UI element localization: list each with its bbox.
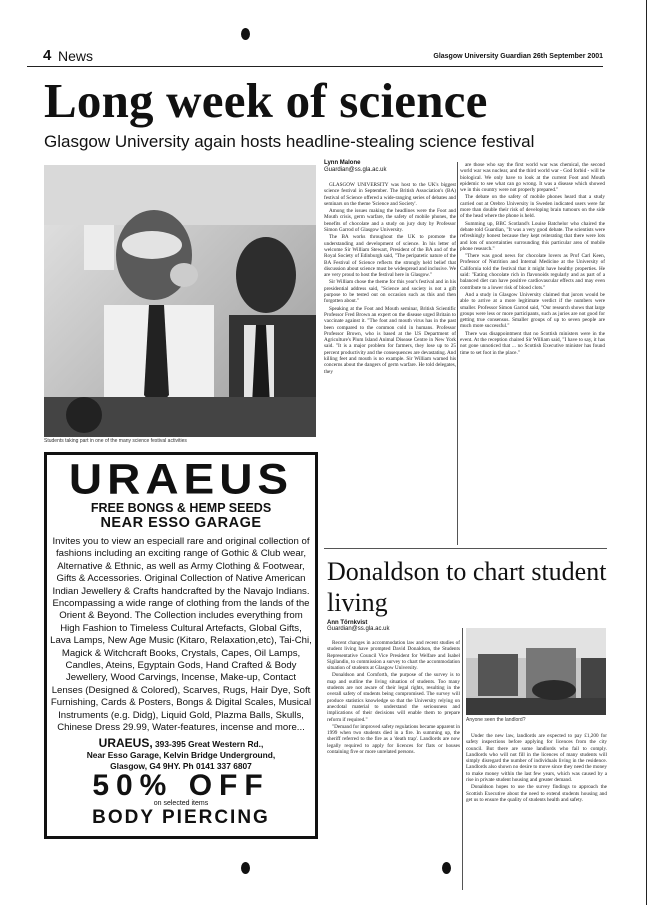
story2-headline: Donaldson to chart student living: [327, 557, 607, 617]
ad-address: [47, 735, 315, 772]
article-paragraph: Sir William chose the theme for this year's festival and in his presidential address said, "Science and society is not a gift purpose to be tested out on occasion such as this and then forgotten about.": [324, 279, 456, 305]
story2-byline-name: Ann Törnkvist: [327, 620, 368, 626]
article-paragraph: are those who say the first world war was chemical, the second world war was nuclear, and the third world war - God forbid - will be biological. We only have to look at the current Foot and Mouth epidemic to see what can go wrong. It was a disease which showed we in this country were not properly prepared.": [460, 162, 605, 194]
page-headline: Long week of science: [44, 73, 488, 128]
section-divider: [324, 548, 607, 549]
article-paragraph: Speaking at the Foot and Mouth seminar, British Scientific Professor Fred Brown an expert on the disease urged Britain to vaccinate against it. "The foot and mouth virus has in the past been compared to the common cold in humans. Professor Professor Brown, who is based at the US Department of Agriculture's Plum Island Animal Disease Centre in New York said. "It is a major problem for farmers, they lose up to 25 percent productivity and the consequences are devastating. And killing feet and mouth is no example. Sir William warned his concerns about the dangers of germ warfare. He told delegates, they: [324, 305, 456, 375]
publication-line: Glasgow University Guardian 26th September 2001: [433, 53, 603, 60]
photo-illustration: [44, 165, 316, 437]
article-column-1: [324, 182, 456, 552]
ad-tagline: BODY PIERCING: [92, 806, 270, 828]
ad-address-name: URAEUS,: [98, 735, 153, 750]
punch-hole-top: [241, 28, 250, 40]
ad-address-line-2: Near Esso Garage, Kelvin Bridge Underground,: [86, 749, 276, 760]
story2-byline: [327, 620, 389, 632]
byline: [324, 160, 386, 173]
ad-offer: 50% OFF: [92, 768, 270, 802]
ad-offer-note: on selected items: [153, 799, 209, 807]
story2-column-1: [327, 640, 460, 890]
article-column-2: [460, 162, 605, 537]
story2-paragraph: Recent changes in accommodation law and recent studies of student living have prompted David Donaldson, the Students Representative Council Vice President for Welfare and Isabel Sigilandin, to commission a survey to chart the accommodation situation of students at Glasgow University.: [327, 640, 460, 672]
page-edge: [646, 0, 647, 905]
story2-byline-email: Guardian@ss.gla.ac.uk: [327, 626, 390, 632]
byline-name: Lynn Malone: [324, 160, 361, 166]
story2-photo-caption: Anyone seen the landlord?: [466, 717, 526, 723]
column-rule: [457, 162, 458, 545]
photo-caption: Students taking part in one of the many science festival activities: [44, 438, 187, 444]
ad-address-line-3: Glasgow, G4 9HY. Ph 0141 337 6807: [110, 760, 252, 771]
science-photo: [44, 165, 316, 437]
story2-paragraph: Donaldson hopes to use the survey findings to approach the Scottish Executive about the need to extend students housing and get us to ensure the quality of students health and safety.: [466, 784, 607, 803]
article-paragraph: GLASGOW UNIVERSITY was host to the UK's biggest science festival in September. The British Association's (BA) festival of Science offered a wide-ranging series of debates and seminars on the theme 'Science and Society'.: [324, 182, 456, 207]
article-paragraph: "There was good news for chocolate lovers as Prof Carl Keen, Professor of Nutrition and Internal Medicine at the University of California told the festival that it might have healthy properties. He said: "Eating chocolate rich in flavonoids regularly and as part of a balanced diet can have positive cardiovascular effects and may even contribute to a lower risk of blood clots.": [460, 253, 605, 291]
story2-photo: [466, 628, 606, 715]
punch-hole-bottom-left: [241, 862, 250, 874]
article-paragraph: And a study in Glasgow University claimed that jurors would be able to arrive at a more legitimate verdict if the numbers were smaller. Professor Simon Garrod said, "Our research shows that large groups were less or more participants, such as juries are not good for getting true consensus. Smaller groups of up to seven people are much more successful.": [460, 291, 605, 330]
ad-title: URAEUS: [68, 455, 294, 503]
uraeus-advert: [44, 452, 318, 839]
article-paragraph: There was disappointment that no Scottish ministers were in the event. At the reception chaired Sir William said, "I have to say, it has not gone unnoticed that ... no Scottish Executive minister has found time to set foot in the place.": [460, 330, 605, 356]
story2-column-2: [466, 733, 607, 890]
article-paragraph: Summing up, BBC Scotland's Louise Batchelor who chaired the debate told Guardian, "It was a very good debate. The scientists were refreshingly honest because they kept reiterating that there were lots and lots of uncertainties surrounding this particular area of mobile phone research.": [460, 220, 605, 252]
story2-paragraph: Donaldson and Cornforth, the purpose of the survey is to map and outline the living situation of students. Too many students are not aware of their legal rights, resulting in the overall safety of students being compromised. The survey will produce statistics knowledge so that the University relying on anecdotal material to understand the seriousness and implications of their decisions will enable them to prepare reform if required.": [327, 672, 460, 723]
sub-headline: Glasgow University again hosts headline-stealing science festival: [44, 132, 535, 151]
section-label: News: [58, 48, 94, 64]
story2-photo-illustration: [466, 628, 606, 715]
ad-address-line-1: 393-395 Great Western Rd.,: [155, 738, 264, 749]
column-rule-2: [462, 628, 463, 890]
article-paragraph: Among the issues making the headlines were the Foot and Mouth crisis, germ warfare, the safety of mobile phones, the benefits of chocolate and a study on jury duty by Professor Simon Garrod of Glasgow University.: [324, 208, 456, 234]
byline-email: Guardian@ss.gla.ac.uk: [324, 167, 387, 173]
article-paragraph: The debate on the safety of mobile phones heard that a study carried out at Orebro University in Sweden indicated users were far more than double their risk of developing brain tumours on the side of the head where the phone is held.: [460, 194, 605, 220]
page-number: 4: [43, 47, 52, 64]
article-paragraph: The BA works throughout the UK to promote the understanding and development of science. In his letter of welcome Sir William Stewart, President of the BA and of the Royal Society of Edinburgh said, "The peripatetic nature of the BA Festival of Science reflects the strongly held belief that discussion about science must be widespread and inclusive. We are very proud to host the festival here in Glasgow.": [324, 234, 456, 279]
story2-paragraph: "Demand for improved safety regulations became apparent in 1999 when two students died in a fire. In summing up, the sheriff referred to the fire as a 'death trap'. Landlords are now legally required to apply for licences for flats or houses containing five or more unrelated persons.: [327, 723, 460, 756]
ad-line-2: NEAR ESSO GARAGE: [100, 515, 262, 531]
page-header: [27, 46, 603, 67]
ad-body: Invites you to view an especiall rare and original collection of fashions including an exciting range of Gothic & Club wear, Alternative & Ethnic, as well as Army Clothing & Footwear, Gifts & Accessories. Original Collection of Native American Indian Jewellery & Crafts handcrafted by the Navajo Indians. Encompassing a wide range of clothing from the lands of the Orient & Beyond. The Collection includes everything from High Fashion to Timeless Cultural Artefacts, Global Gifts, Lava Lamps, New Age Music (Kitaro, Relaxation,etc), Tai-Chi, Magick & Witchcraft Books, Crystals, Capes, Oil Lamps, Candles, Ateins, Egyptain Gods, Hand Crafted & Body Jewellery, Wood Carvings, Incense, Make-up, Contact Lenses (Designed & Colored), Scarves, Rugs, Hair Dye, Soft Furnishing, Cards & Posters, Bongs & Digital Scales, Musical Instruments (e.g. Didg), Liquid Gold, Plazma Balls, Skulls, Chinese Dress 29.99, Water-features, incense and more...: [50, 536, 312, 734]
ad-line-1: FREE BONGS & HEMP SEEDS: [90, 501, 272, 515]
story2-paragraph: Under the new law, landlords are expected to pay £1,200 for safety inspections before applying for licences from the city council. But there are some landlords who fail to comply. Landlords who will not fill in the licences of many students will simply disregard the number of individuals living in the residence. Landlords also shown no desire to move since they need the money to make money within the last few years, which was caused by a rise in private student housing and greater demand.: [466, 733, 607, 784]
